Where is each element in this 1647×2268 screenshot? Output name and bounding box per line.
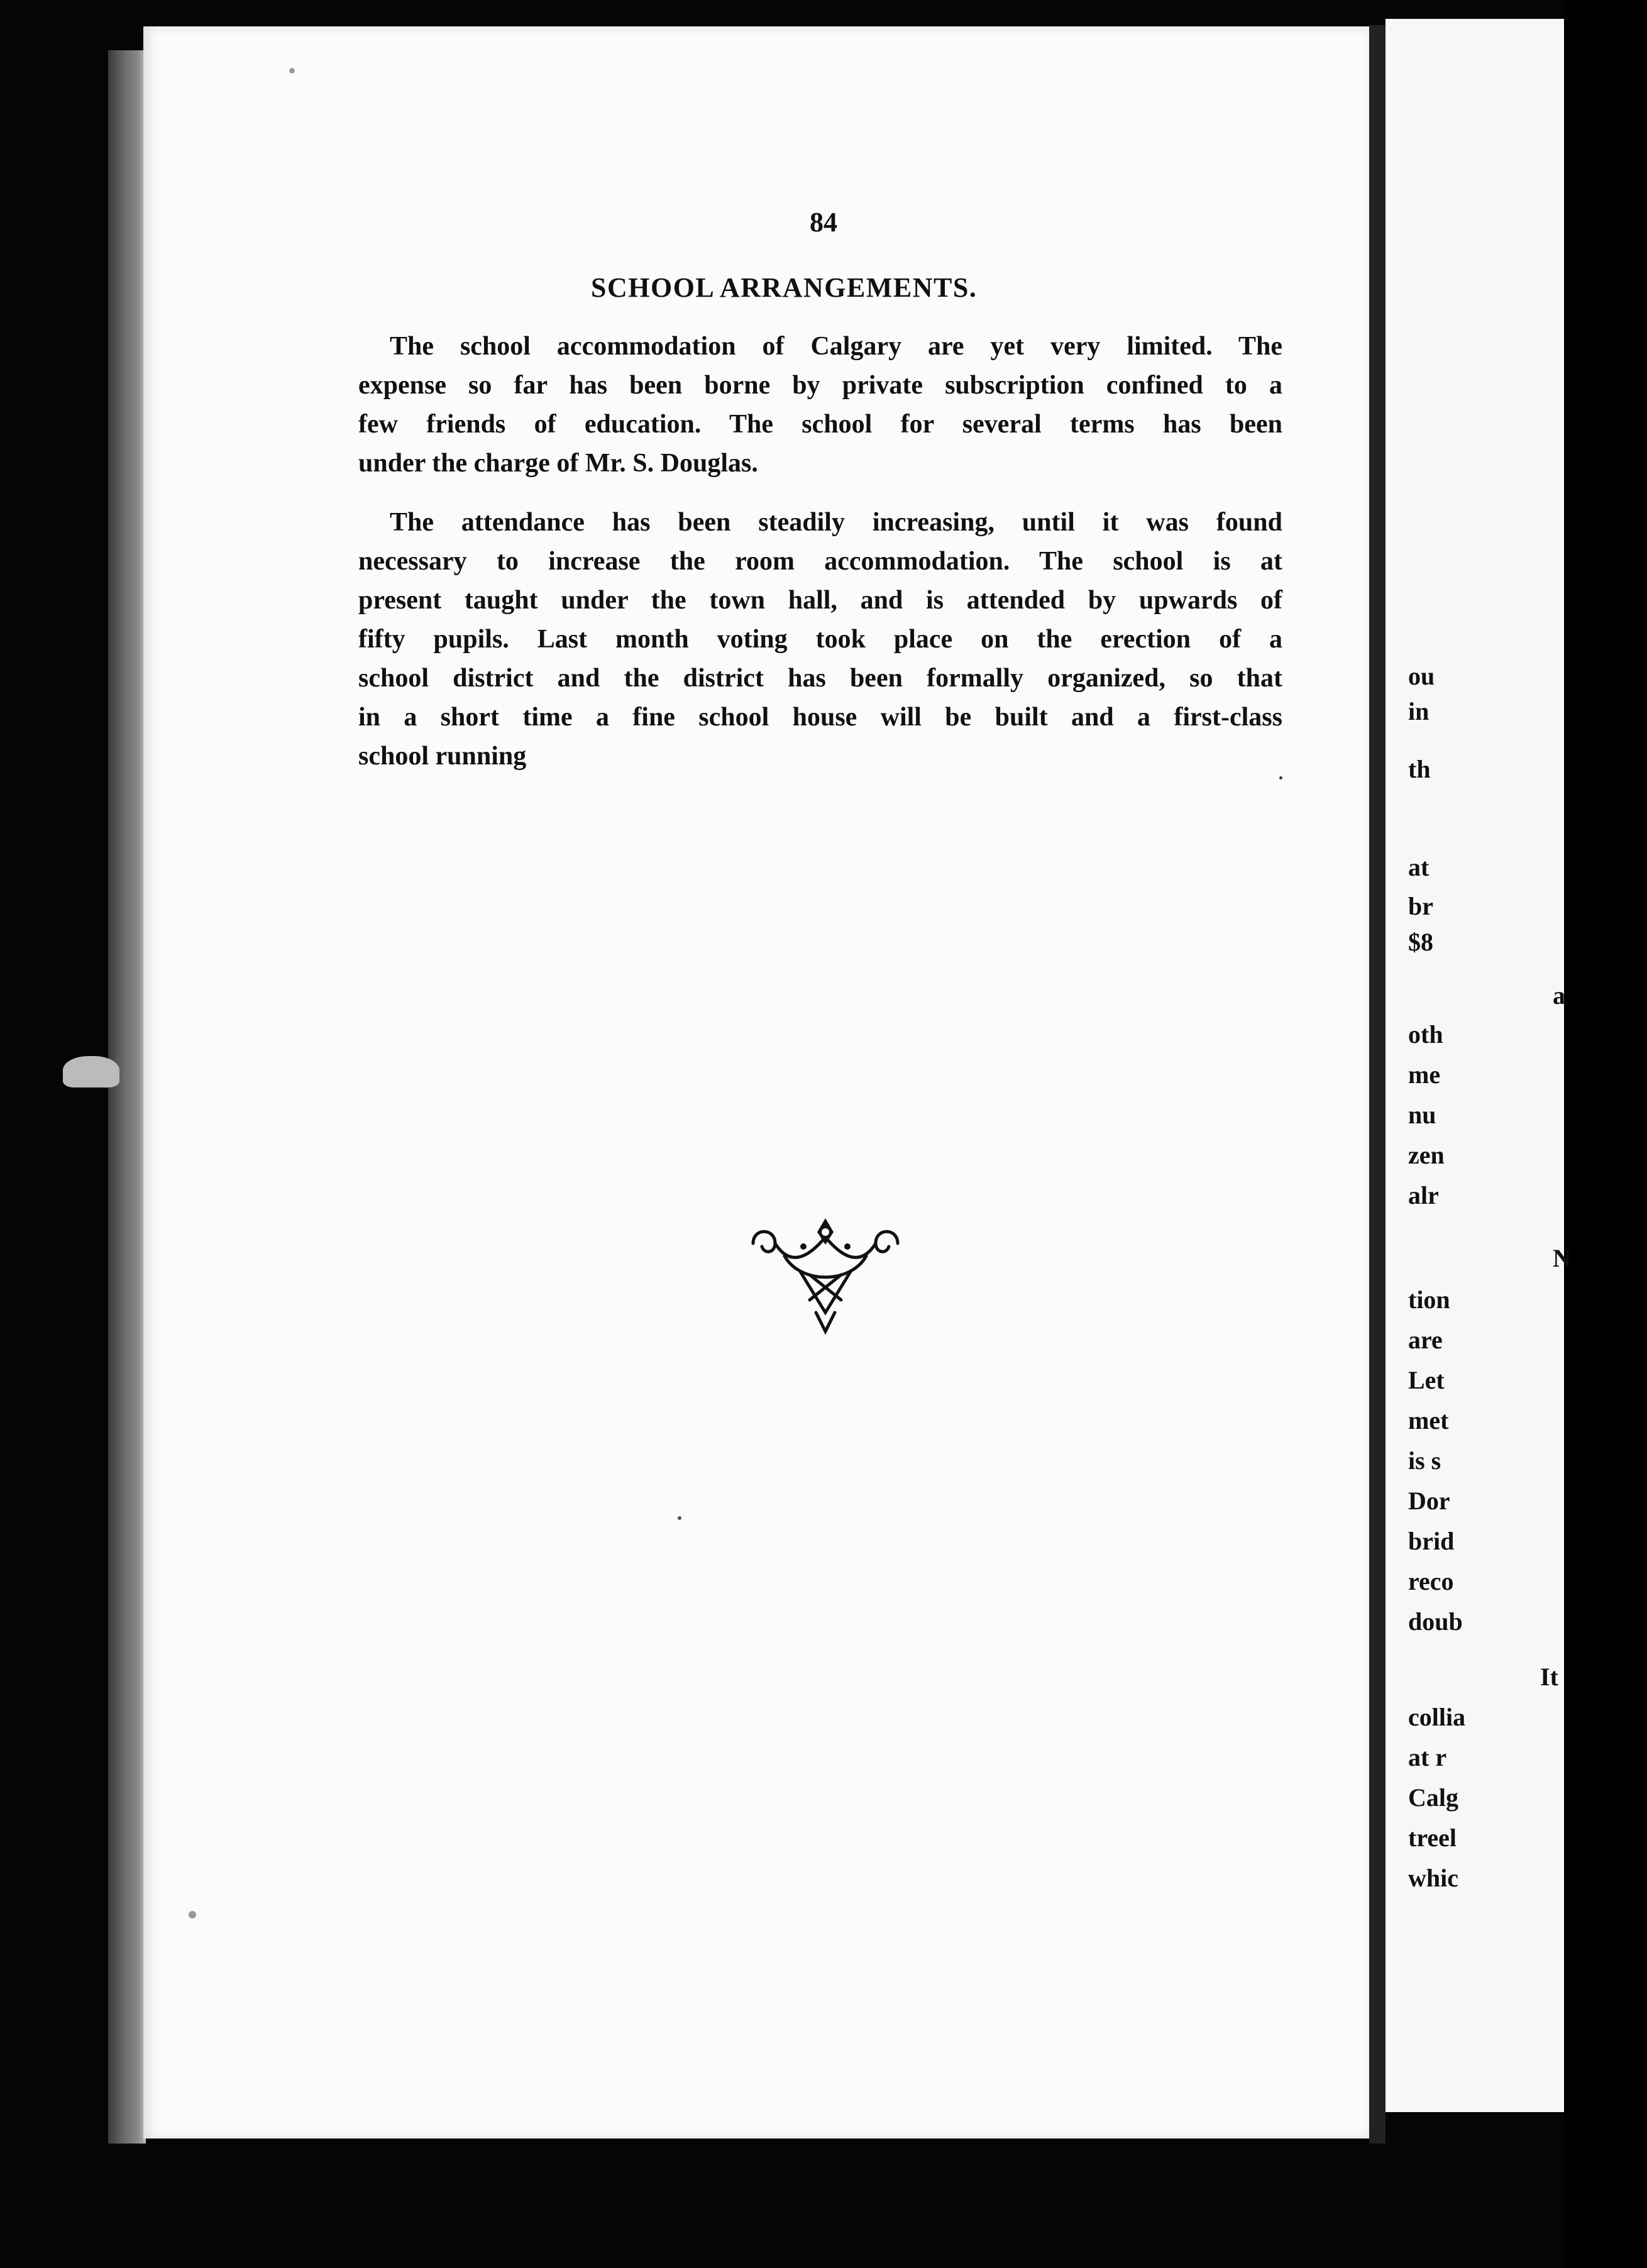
facing-text-fragment: It [1540,1663,1558,1691]
text-line: present taught under the town hall, and is attended by upwards of [358,586,1282,615]
facing-text-fragment: in [1408,697,1429,725]
page-number: 84 [810,207,837,238]
facing-text-fragment: oth [1408,1020,1443,1049]
text-line: in a short time a fine school house will be built and a first-class [358,703,1282,732]
facing-text-fragment: Calg [1408,1783,1458,1812]
facing-text-fragment: met [1408,1406,1449,1434]
facing-text-fragment: $8 [1408,928,1433,956]
dust-speck [63,1056,119,1087]
facing-text-fragment: at r [1408,1743,1447,1771]
ornament-vignette-icon [741,1212,910,1338]
section-heading: SCHOOL ARRANGEMENTS. [591,272,978,303]
text-line: expense so far has been borne by private subscription confined to a [358,371,1282,400]
facing-text-fragment: alr [1408,1181,1439,1209]
facing-text-fragment: treel [1408,1824,1457,1852]
facing-text-fragment: th [1408,755,1431,783]
text-line: school running [358,742,527,771]
facing-text-fragment: a [1553,981,1565,1010]
dust-speck [678,1516,681,1520]
facing-text-fragment: Let [1408,1366,1445,1394]
text-line: The school accommodation of Calgary are yet very limited. The [390,332,1282,361]
page-gutter [1369,25,1385,2144]
text-line: under the charge of Mr. S. Douglas. [358,449,758,478]
facing-text-fragment: tion [1408,1285,1450,1314]
paragraph-attendance [358,503,1282,776]
facing-text-fragment: at [1408,853,1429,881]
facing-text-fragment: nu [1408,1101,1436,1129]
facing-text-fragment: doub [1408,1607,1463,1636]
facing-text-fragment: ou [1408,662,1435,690]
facing-text-fragment: reco [1408,1567,1454,1595]
facing-text-fragment: whic [1408,1864,1458,1892]
text-line: fifty pupils. Last month voting took place on the erection of a [358,625,1282,654]
facing-text-fragment: br [1408,892,1433,920]
text-line: school district and the district has been formally organized, so that [358,664,1282,693]
facing-text-fragment: are [1408,1326,1443,1354]
text-line: few friends of education. The school for several terms has been [358,410,1282,439]
facing-text-fragment: N [1553,1244,1571,1272]
text-line: necessary to increase the room accommodation. The school is at [358,547,1282,576]
paragraph-school-accommodation [358,327,1282,483]
text-line: The attendance has been steadily increasing, until it was found [390,508,1282,537]
dust-speck [189,1911,196,1918]
dust-speck [289,68,295,74]
facing-text-fragment: Dor [1408,1487,1450,1515]
facing-text-fragment: zen [1408,1141,1445,1169]
facing-text-fragment: me [1408,1060,1441,1089]
dust-speck [1279,776,1282,779]
facing-text-fragment: collia [1408,1703,1466,1731]
facing-text-fragment: brid [1408,1527,1455,1555]
facing-text-fragment: is s [1408,1446,1441,1475]
